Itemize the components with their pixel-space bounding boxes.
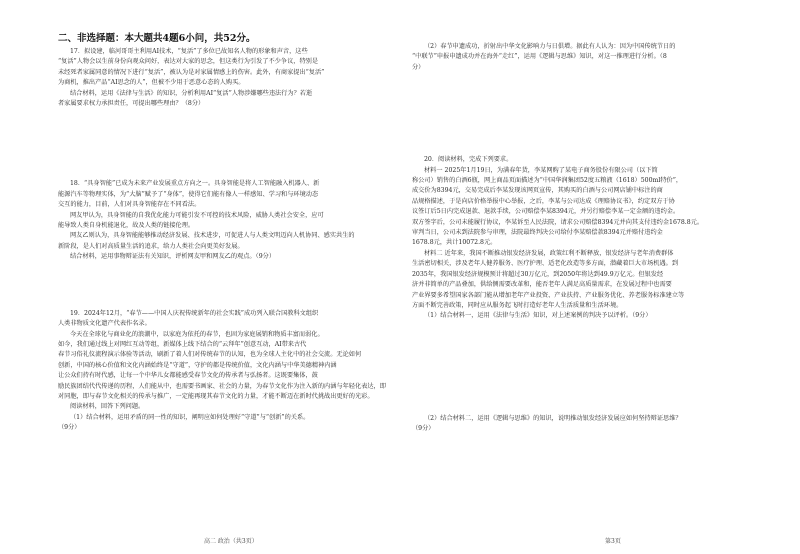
q18-line: 网友甲认为，具身智能的自我优化能力可能引发不可控的技术风险，威胁人类社会安全，应可 <box>70 211 324 219</box>
q20-line: 济并非简单的产品叠加，供给侧需要改革和，能否老年人满足高质量需求，在发展过程中也需要 <box>412 281 672 289</box>
q19-line: 让公众们持有时代感，让每一个中华儿女都能感受春节文化的传承者与弘扬者。这既要集体，鼓 <box>58 372 318 380</box>
q18-line: 能源汽车等物理实体，为“大脑”赋予了“身体”，使得它们能有像人一样感知、学习和与环境动态 <box>58 190 319 198</box>
q20-line: 2035年，我国银发经济规模预计将超过30万亿元，到2050年将达到49.9万亿元。但银发经 <box>412 270 664 278</box>
q19-line: （9分） <box>58 424 81 432</box>
q19-line: 阅读材料，回答下列问题。 <box>70 403 145 411</box>
q19b-line: 分） <box>412 63 425 71</box>
q17-line: 结合材料，运用《法律与生活》的知识，分析利用AI“复活”人物涉嫌哪些违法行为？若逝 <box>70 89 313 97</box>
top-spacer <box>412 30 762 42</box>
q20-line: 品规格描述，于是向店价格举报中心举报，之后，李某与公司达成《理赔协议书》，约定双方于协 <box>412 197 675 205</box>
q18-line: 网友乙则认为，具身智能能够推动经济发展、技术进步，可促进人与人类文明迈向人机协同、感实共生的 <box>70 232 355 240</box>
question-17 <box>58 47 408 109</box>
answer-space <box>412 322 762 414</box>
q17-line: 为商机，推出产品“AI思念的人”，但被不少用于恶意心态的人购买。 <box>58 79 245 87</box>
question-18 <box>58 179 408 262</box>
q19-line: 对同胞，即与春节文化相关的传承与推广，一定能再现其春节文化的力量，才能不断迈在新时代挑战出更好的光彩。 <box>58 392 374 400</box>
q20-line: 议签订后5日内完成退款、退款手续，公司赔偿李某8394元，并另行赔偿李某一定金额的违约金。 <box>412 208 680 216</box>
q20-line: （1）结合材料一，运用《法律与生活》知识，对上述案例的判决予以评析。（9分） <box>424 312 652 320</box>
q18-line: 18．“具身智能”已成为未来产业发展重点方向之一。具身智能是将人工智能融入机器人、新 <box>70 180 320 188</box>
question-19 <box>58 309 408 434</box>
q20-line: 双方签字后，公司未能履行协议，李某诉至人民法院，请求公司赔偿8394元并向其支付违约金1678.8元。 <box>412 218 704 226</box>
q19-line: 创新，中国的核心价值和文化内涵始终是“守道”，守护的都是传统价值，文化内涵与中华美德精神内涵 <box>58 361 337 369</box>
q20-line: 材料二 近年来，我国不断推动银发经济发展，政策红利不断释放，银发经济与老年消费群体 <box>424 249 674 257</box>
left-column <box>58 30 408 434</box>
answer-space <box>58 109 408 179</box>
q19-line: 如今，我们通过线上对网红互动等组，新媒体上线下结合的“云拜年”创意互动，AI带来古代 <box>58 340 307 348</box>
q19-line: 春节习俗礼仪流程演示体验等活动，刷新了着人们对传统春节的认知，也为全球人主化中的社会交流。无论如何 <box>58 351 362 359</box>
question-20 <box>412 155 762 322</box>
q17-line: 者家属要求权力承担责任，可提出哪些理由？（8分） <box>58 100 205 108</box>
q20-line: 产业界要多希望国家各部门能从增加老年产业投资、产业扶持、产业服务优化、养老服务标准建立等 <box>412 291 685 299</box>
q17-line: 未经死者家属同意的情况下进行“复活”，被认为是对家属情感上的伤害。此外，有商家提出“复活” <box>58 68 325 76</box>
question-20-part-2 <box>412 414 762 435</box>
q18-line: 新阶段，是人们对高质量生活的追求，给力人类社会向更美好发展。 <box>58 242 244 250</box>
q19-line: 人类非物质文化遗产代表作名录。 <box>58 320 151 328</box>
q19-line: （1）结合材料，运用矛盾的同一性的知识，阐明应如何处理好“守道”与“创新”的关系。 <box>70 413 310 421</box>
q19b-line: （2）春节申遗成功，折射出中华文化影响力与日俱增。据此有人认为：因为中国传统节日的 <box>424 43 676 50</box>
q18-line: 交互的能力，目前，人们对具身智能存在不同看法。 <box>58 201 201 209</box>
question-19-part-2 <box>412 42 762 73</box>
q20-line: 成交价为8394元，交易完成后李某发现该网页宣传，其购买的白酒与公司网店铺中标注的商 <box>412 187 663 195</box>
answer-space <box>58 263 408 309</box>
right-column <box>412 30 762 435</box>
q20-line: 方面不断完善政策，同时应从服务起飞时打造好老年人生活质量和生活环境。 <box>412 301 623 309</box>
q20-line: 1678.8元，共计10072.8元。 <box>412 239 497 247</box>
q20b-line: （9分） <box>412 425 435 433</box>
section-title: 二、非选择题：本大题共4题6小问，共52分。 <box>58 33 256 44</box>
q19-line: 励民族团结代代传递的历程，人们能从中，也需要书画家、社会的力量，为春节文化作为注入新的内涵与年轻化表达，即 <box>58 382 386 390</box>
q17-line: 17．拟设建，临河哥哥主利用AI技术，“复活”了多位已故知名人物的形象和声音，这些 <box>70 48 308 55</box>
q20-line: 材料一 2025年1月19日，为满春年货，李某网购了某电子商务股份有限公司（以下简 <box>424 166 658 174</box>
footer-subject: 高二 政治（共3页） <box>204 538 258 545</box>
footer-page-number: 第3页 <box>605 538 621 545</box>
q19-line: 今天在全球化与商业化的浪潮中，以家庭为依托的春节，也固为家庭展销和物质丰富而弱化。 <box>70 330 324 338</box>
q20b-line: （2）结合材料二，运用《逻辑与思维》的知识，说明推动银发经济发展应如何坚持辩证思维？ <box>424 414 682 422</box>
q18-line: 结合材料，运用事物辩证法有关知识，评析网友甲和网友乙的观点。（9分） <box>70 253 276 261</box>
q20-line: 审判当日，公司未到法院参与审理，法院最终判决公司给付李某赔偿款8394元并赔付违约金 <box>412 229 663 237</box>
q20-line: 20．阅读材料，完成下列要求。 <box>424 156 513 164</box>
q19-line: 19．2024年12月，“春节——中国人庆祝传统新年的社会实践”成功列入联合国教科文组织 <box>70 309 319 317</box>
q20-line: 生活密切相关，涉及老年人健养服务、医疗护理、适老化改造等多方面，潜藏着巨大市场机遇。到 <box>412 260 679 268</box>
q19b-line: “中联节”申报申遗成功并在海外“走红”，运用《逻辑与思维》知识，对这一推理进行分析。（8 <box>412 53 667 61</box>
answer-space <box>412 73 762 155</box>
q18-line: 能导致人类自身机能退化，故及人类的链接伦理。 <box>58 222 195 230</box>
q20-line: 称公司）销售的白酒6瓶，网上商品页面描述为“中国华润集团52度五粮液（1618）500ml特价”， <box>412 177 683 185</box>
q17-line: “复活”人物会以生前身份向观众问好，表达对大家的思念，但这类行为引发了不少争议，特别是 <box>58 58 319 66</box>
